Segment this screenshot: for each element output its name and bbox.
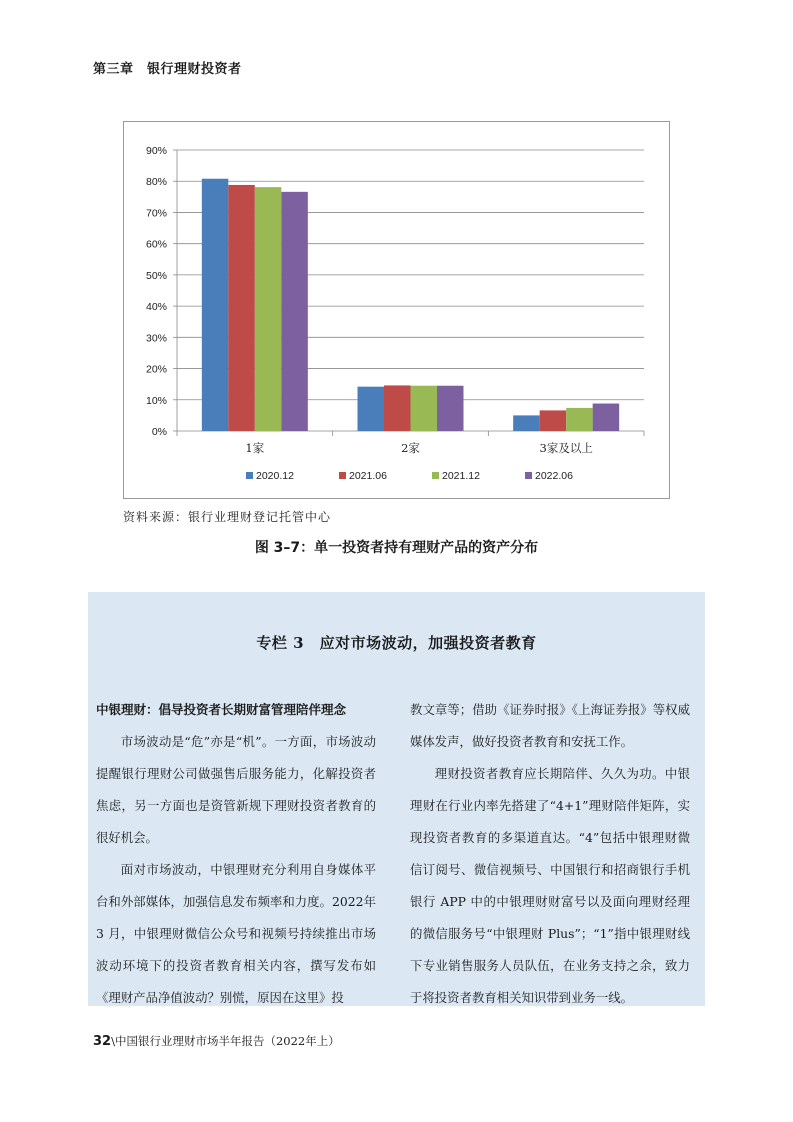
- y-tick-label: 30%: [145, 332, 167, 345]
- bar: [437, 386, 464, 431]
- paragraph: 市场波动是“危”亦是“机”。一方面，市场波动提醒银行理财公司做强售后服务能力，化解投资者焦虑，另一方面也是资管新规下理财投资者教育的很好机会。: [96, 734, 376, 845]
- legend-label: 2022.06: [535, 470, 573, 482]
- legend-swatch: [525, 472, 532, 479]
- x-tick-label: 2家: [401, 441, 420, 455]
- bar: [202, 179, 229, 431]
- column-box: [88, 592, 705, 1006]
- x-tick-label: 1家: [245, 441, 265, 455]
- y-tick-label: 10%: [145, 394, 167, 407]
- legend-swatch: [339, 472, 346, 479]
- page-footer: [93, 1033, 340, 1049]
- y-tick-label: 50%: [145, 269, 167, 282]
- paragraph: 理财投资者教育应长期陪伴、久久为功。中银理财在行业内率先搭建了“4+1”理财陪伴矩阵，实现投资者教育的多渠道直达。“4”包括中银理财微信订阅号、微信视频号、中国银行和招商银行手机银行 APP 中的中银理财财富号以及面向理财经理的微信服务号“中银理财 Plus”；“1”指中银理财线下专业销售服务人员队伍，在业务支持之余，致力于将投资者教育相关知识带到业务一线。: [410, 766, 690, 1005]
- y-tick-label: 60%: [145, 238, 167, 251]
- chapter-header: 第三章 银行理财投资者: [93, 62, 242, 77]
- x-tick-label: 3家及以上: [539, 441, 593, 455]
- box-left-column: [96, 694, 376, 1014]
- bar: [513, 415, 540, 431]
- legend-swatch: [246, 472, 253, 479]
- paragraph: 面对市场波动，中银理财充分利用自身媒体平台和外部媒体，加强信息发布频率和力度。2022年 3 月，中银理财微信公众号和视频号持续推出市场波动环境下的投资者教育相关内容，撰写发布如《理财产品净值波动？别慌，原因在这里》投: [96, 862, 376, 1005]
- source-note: 资料来源：银行业理财登记托管中心: [123, 510, 332, 524]
- footer-text: \中国银行业理财市场半年报告（2022年上）: [111, 1034, 340, 1048]
- bar: [411, 386, 438, 431]
- y-tick-label: 0%: [151, 426, 167, 438]
- bar: [358, 387, 385, 431]
- figure-caption: 图 3–7：单一投资者持有理财产品的资产分布: [254, 540, 539, 556]
- y-tick-label: 80%: [145, 176, 167, 189]
- legend-swatch: [432, 472, 439, 479]
- bar: [566, 408, 593, 431]
- bar: [593, 404, 620, 431]
- box-subheading: 中银理财：倡导投资者长期财富管理陪伴理念: [96, 702, 347, 717]
- page-number: 32: [93, 1034, 112, 1049]
- paragraph: 教文章等；借助《证券时报》《上海证券报》等权威媒体发声，做好投资者教育和安抚工作。: [410, 702, 690, 749]
- bar: [540, 410, 567, 431]
- bar: [281, 192, 308, 431]
- bar: [228, 185, 255, 431]
- y-tick-label: 90%: [145, 145, 167, 157]
- bar: [255, 187, 281, 431]
- y-tick-label: 20%: [145, 363, 167, 376]
- y-tick-label: 40%: [145, 301, 167, 314]
- legend-label: 2021.06: [349, 470, 387, 482]
- box-right-column: [410, 694, 690, 1014]
- chart-svg: [124, 122, 669, 498]
- legend-label: 2021.12: [442, 470, 480, 482]
- y-tick-label: 70%: [145, 207, 167, 220]
- bar-chart: [123, 121, 670, 499]
- legend-label: 2020.12: [256, 470, 294, 482]
- bar: [384, 385, 411, 431]
- box-title: 专栏 3 应对市场波动，加强投资者教育: [256, 634, 537, 652]
